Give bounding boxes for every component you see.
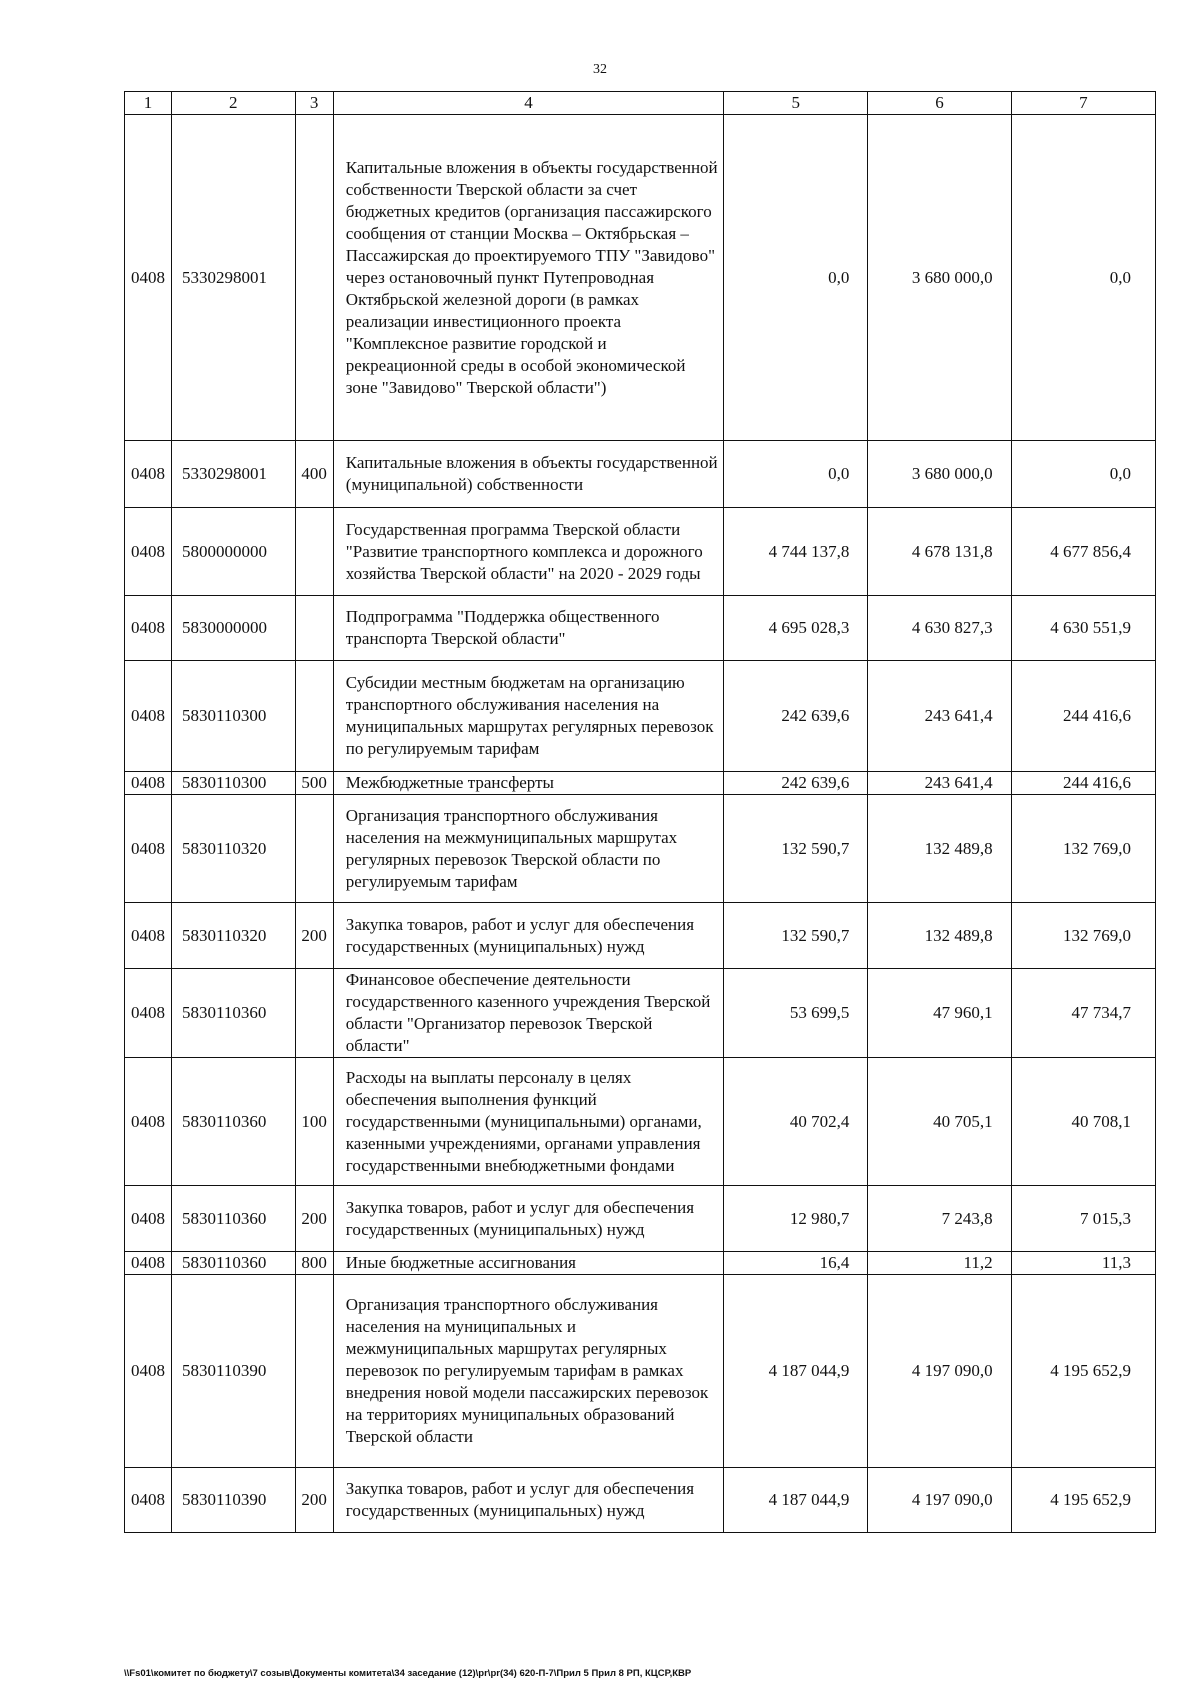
cell-amount-col7: 4 195 652,9 <box>1011 1468 1155 1533</box>
column-header: 4 <box>333 92 723 115</box>
cell-amount-col7: 4 630 551,9 <box>1011 596 1155 661</box>
column-header: 2 <box>172 92 296 115</box>
cell-amount-col5: 4 744 137,8 <box>724 508 868 596</box>
cell-expense-type <box>295 508 333 596</box>
cell-section: 0408 <box>125 508 172 596</box>
cell-amount-col5: 4 187 044,9 <box>724 1275 868 1468</box>
budget-table <box>124 91 1156 1533</box>
table-row <box>125 441 1156 508</box>
cell-amount-col7: 0,0 <box>1011 115 1155 441</box>
cell-section: 0408 <box>125 661 172 772</box>
cell-name: Расходы на выплаты персоналу в целях обеспечения выполнения функций государственными (муниципальными) органами, казенными учреждениями, органами управления государственными внебюджетными фондами <box>333 1058 723 1186</box>
table-row <box>125 772 1156 795</box>
cell-target-code: 5830110300 <box>172 772 296 795</box>
cell-amount-col6: 40 705,1 <box>868 1058 1011 1186</box>
cell-section: 0408 <box>125 441 172 508</box>
cell-amount-col5: 4 187 044,9 <box>724 1468 868 1533</box>
cell-amount-col7: 7 015,3 <box>1011 1186 1155 1252</box>
cell-amount-col5: 16,4 <box>724 1252 868 1275</box>
table-row <box>125 1468 1156 1533</box>
cell-amount-col6: 3 680 000,0 <box>868 115 1011 441</box>
table-row <box>125 903 1156 969</box>
cell-amount-col7: 0,0 <box>1011 441 1155 508</box>
cell-name: Закупка товаров, работ и услуг для обеспечения государственных (муниципальных) нужд <box>333 1186 723 1252</box>
cell-expense-type: 100 <box>295 1058 333 1186</box>
cell-amount-col6: 4 678 131,8 <box>868 508 1011 596</box>
cell-name: Капитальные вложения в объекты государственной собственности Тверской области за счет бюджетных кредитов (организация пассажирского сообщения от станции Москва – Октябрьская – Пассажирская до проектируемого ТПУ "Завидово" через остановочный пункт Путепроводная Октябрьской железной дороги (в рамках реализации инвестиционного проекта "Комплексное развитие городской и рекреационной среды в особой экономической зоне "Завидово" Тверской области") <box>333 115 723 441</box>
cell-amount-col6: 132 489,8 <box>868 795 1011 903</box>
cell-expense-type: 200 <box>295 1186 333 1252</box>
cell-amount-col6: 11,2 <box>868 1252 1011 1275</box>
cell-amount-col7: 4 677 856,4 <box>1011 508 1155 596</box>
cell-target-code: 5830110360 <box>172 1186 296 1252</box>
cell-amount-col7: 244 416,6 <box>1011 772 1155 795</box>
cell-name: Организация транспортного обслуживания населения на муниципальных и межмуниципальных маршрутах регулярных перевозок по регулируемым тарифам в рамках внедрения новой модели пассажирских перевозок на территориях муниципальных образований Тверской области <box>333 1275 723 1468</box>
table-row <box>125 115 1156 441</box>
cell-name: Финансовое обеспечение деятельности государственного казенного учреждения Тверской области "Организатор перевозок Тверской области" <box>333 969 723 1058</box>
cell-amount-col5: 40 702,4 <box>724 1058 868 1186</box>
cell-expense-type <box>295 969 333 1058</box>
cell-section: 0408 <box>125 1252 172 1275</box>
cell-section: 0408 <box>125 1468 172 1533</box>
table-row <box>125 508 1156 596</box>
cell-name: Иные бюджетные ассигнования <box>333 1252 723 1275</box>
cell-amount-col6: 4 197 090,0 <box>868 1468 1011 1533</box>
cell-target-code: 5800000000 <box>172 508 296 596</box>
table-row <box>125 1186 1156 1252</box>
cell-section: 0408 <box>125 903 172 969</box>
column-header: 6 <box>868 92 1011 115</box>
cell-name: Капитальные вложения в объекты государственной (муниципальной) собственности <box>333 441 723 508</box>
cell-name: Закупка товаров, работ и услуг для обеспечения государственных (муниципальных) нужд <box>333 1468 723 1533</box>
cell-name: Закупка товаров, работ и услуг для обеспечения государственных (муниципальных) нужд <box>333 903 723 969</box>
cell-expense-type <box>295 1275 333 1468</box>
cell-amount-col7: 132 769,0 <box>1011 795 1155 903</box>
cell-name: Межбюджетные трансферты <box>333 772 723 795</box>
cell-expense-type <box>295 661 333 772</box>
cell-section: 0408 <box>125 969 172 1058</box>
cell-target-code: 5830110360 <box>172 1058 296 1186</box>
cell-expense-type: 500 <box>295 772 333 795</box>
cell-expense-type <box>295 596 333 661</box>
table-row <box>125 969 1156 1058</box>
cell-expense-type <box>295 115 333 441</box>
cell-name: Субсидии местным бюджетам на организацию транспортного обслуживания населения на муниципальных маршрутах регулярных перевозок по регулируемым тарифам <box>333 661 723 772</box>
cell-section: 0408 <box>125 772 172 795</box>
cell-amount-col6: 3 680 000,0 <box>868 441 1011 508</box>
cell-target-code: 5830110360 <box>172 969 296 1058</box>
cell-amount-col7: 132 769,0 <box>1011 903 1155 969</box>
table-row <box>125 795 1156 903</box>
cell-target-code: 5330298001 <box>172 441 296 508</box>
column-number-row <box>125 92 1156 115</box>
cell-expense-type: 800 <box>295 1252 333 1275</box>
table-row <box>125 596 1156 661</box>
cell-section: 0408 <box>125 795 172 903</box>
column-header: 3 <box>295 92 333 115</box>
cell-target-code: 5830110360 <box>172 1252 296 1275</box>
cell-amount-col5: 4 695 028,3 <box>724 596 868 661</box>
column-header: 1 <box>125 92 172 115</box>
cell-amount-col5: 0,0 <box>724 441 868 508</box>
cell-amount-col5: 132 590,7 <box>724 903 868 969</box>
table-row <box>125 1058 1156 1186</box>
cell-amount-col5: 12 980,7 <box>724 1186 868 1252</box>
cell-section: 0408 <box>125 1275 172 1468</box>
cell-amount-col6: 243 641,4 <box>868 772 1011 795</box>
cell-section: 0408 <box>125 1186 172 1252</box>
cell-expense-type: 400 <box>295 441 333 508</box>
cell-amount-col7: 40 708,1 <box>1011 1058 1155 1186</box>
file-path-footer: \\Fs01\комитет по бюджету\7 созыв\Документы комитета\34 заседание (12)\pr\pr(34) 620-П-7\Прил 5 Прил 8 РП, КЦСР,КВР <box>124 1668 692 1679</box>
cell-amount-col5: 132 590,7 <box>724 795 868 903</box>
cell-expense-type: 200 <box>295 1468 333 1533</box>
cell-section: 0408 <box>125 115 172 441</box>
cell-name: Государственная программа Тверской области "Развитие транспортного комплекса и дорожного хозяйства Тверской области" на 2020 - 2029 годы <box>333 508 723 596</box>
table-row <box>125 1252 1156 1275</box>
cell-target-code: 5830110320 <box>172 903 296 969</box>
cell-amount-col6: 4 630 827,3 <box>868 596 1011 661</box>
cell-expense-type <box>295 795 333 903</box>
cell-amount-col5: 0,0 <box>724 115 868 441</box>
cell-amount-col6: 4 197 090,0 <box>868 1275 1011 1468</box>
cell-target-code: 5830110300 <box>172 661 296 772</box>
column-header: 7 <box>1011 92 1155 115</box>
cell-amount-col6: 243 641,4 <box>868 661 1011 772</box>
cell-amount-col7: 47 734,7 <box>1011 969 1155 1058</box>
page-number: 32 <box>593 62 607 77</box>
cell-amount-col5: 53 699,5 <box>724 969 868 1058</box>
cell-target-code: 5830110390 <box>172 1468 296 1533</box>
cell-amount-col7: 11,3 <box>1011 1252 1155 1275</box>
cell-name: Подпрограмма "Поддержка общественного транспорта Тверской области" <box>333 596 723 661</box>
table-row <box>125 1275 1156 1468</box>
cell-amount-col6: 47 960,1 <box>868 969 1011 1058</box>
cell-section: 0408 <box>125 596 172 661</box>
table-row <box>125 661 1156 772</box>
cell-amount-col6: 7 243,8 <box>868 1186 1011 1252</box>
cell-amount-col7: 244 416,6 <box>1011 661 1155 772</box>
cell-expense-type: 200 <box>295 903 333 969</box>
cell-amount-col7: 4 195 652,9 <box>1011 1275 1155 1468</box>
column-header: 5 <box>724 92 868 115</box>
cell-target-code: 5830000000 <box>172 596 296 661</box>
cell-section: 0408 <box>125 1058 172 1186</box>
cell-amount-col5: 242 639,6 <box>724 661 868 772</box>
cell-name: Организация транспортного обслуживания населения на межмуниципальных маршрутах регулярных перевозок Тверской области по регулируемым тарифам <box>333 795 723 903</box>
cell-target-code: 5830110320 <box>172 795 296 903</box>
cell-target-code: 5830110390 <box>172 1275 296 1468</box>
cell-amount-col5: 242 639,6 <box>724 772 868 795</box>
cell-target-code: 5330298001 <box>172 115 296 441</box>
cell-amount-col6: 132 489,8 <box>868 903 1011 969</box>
